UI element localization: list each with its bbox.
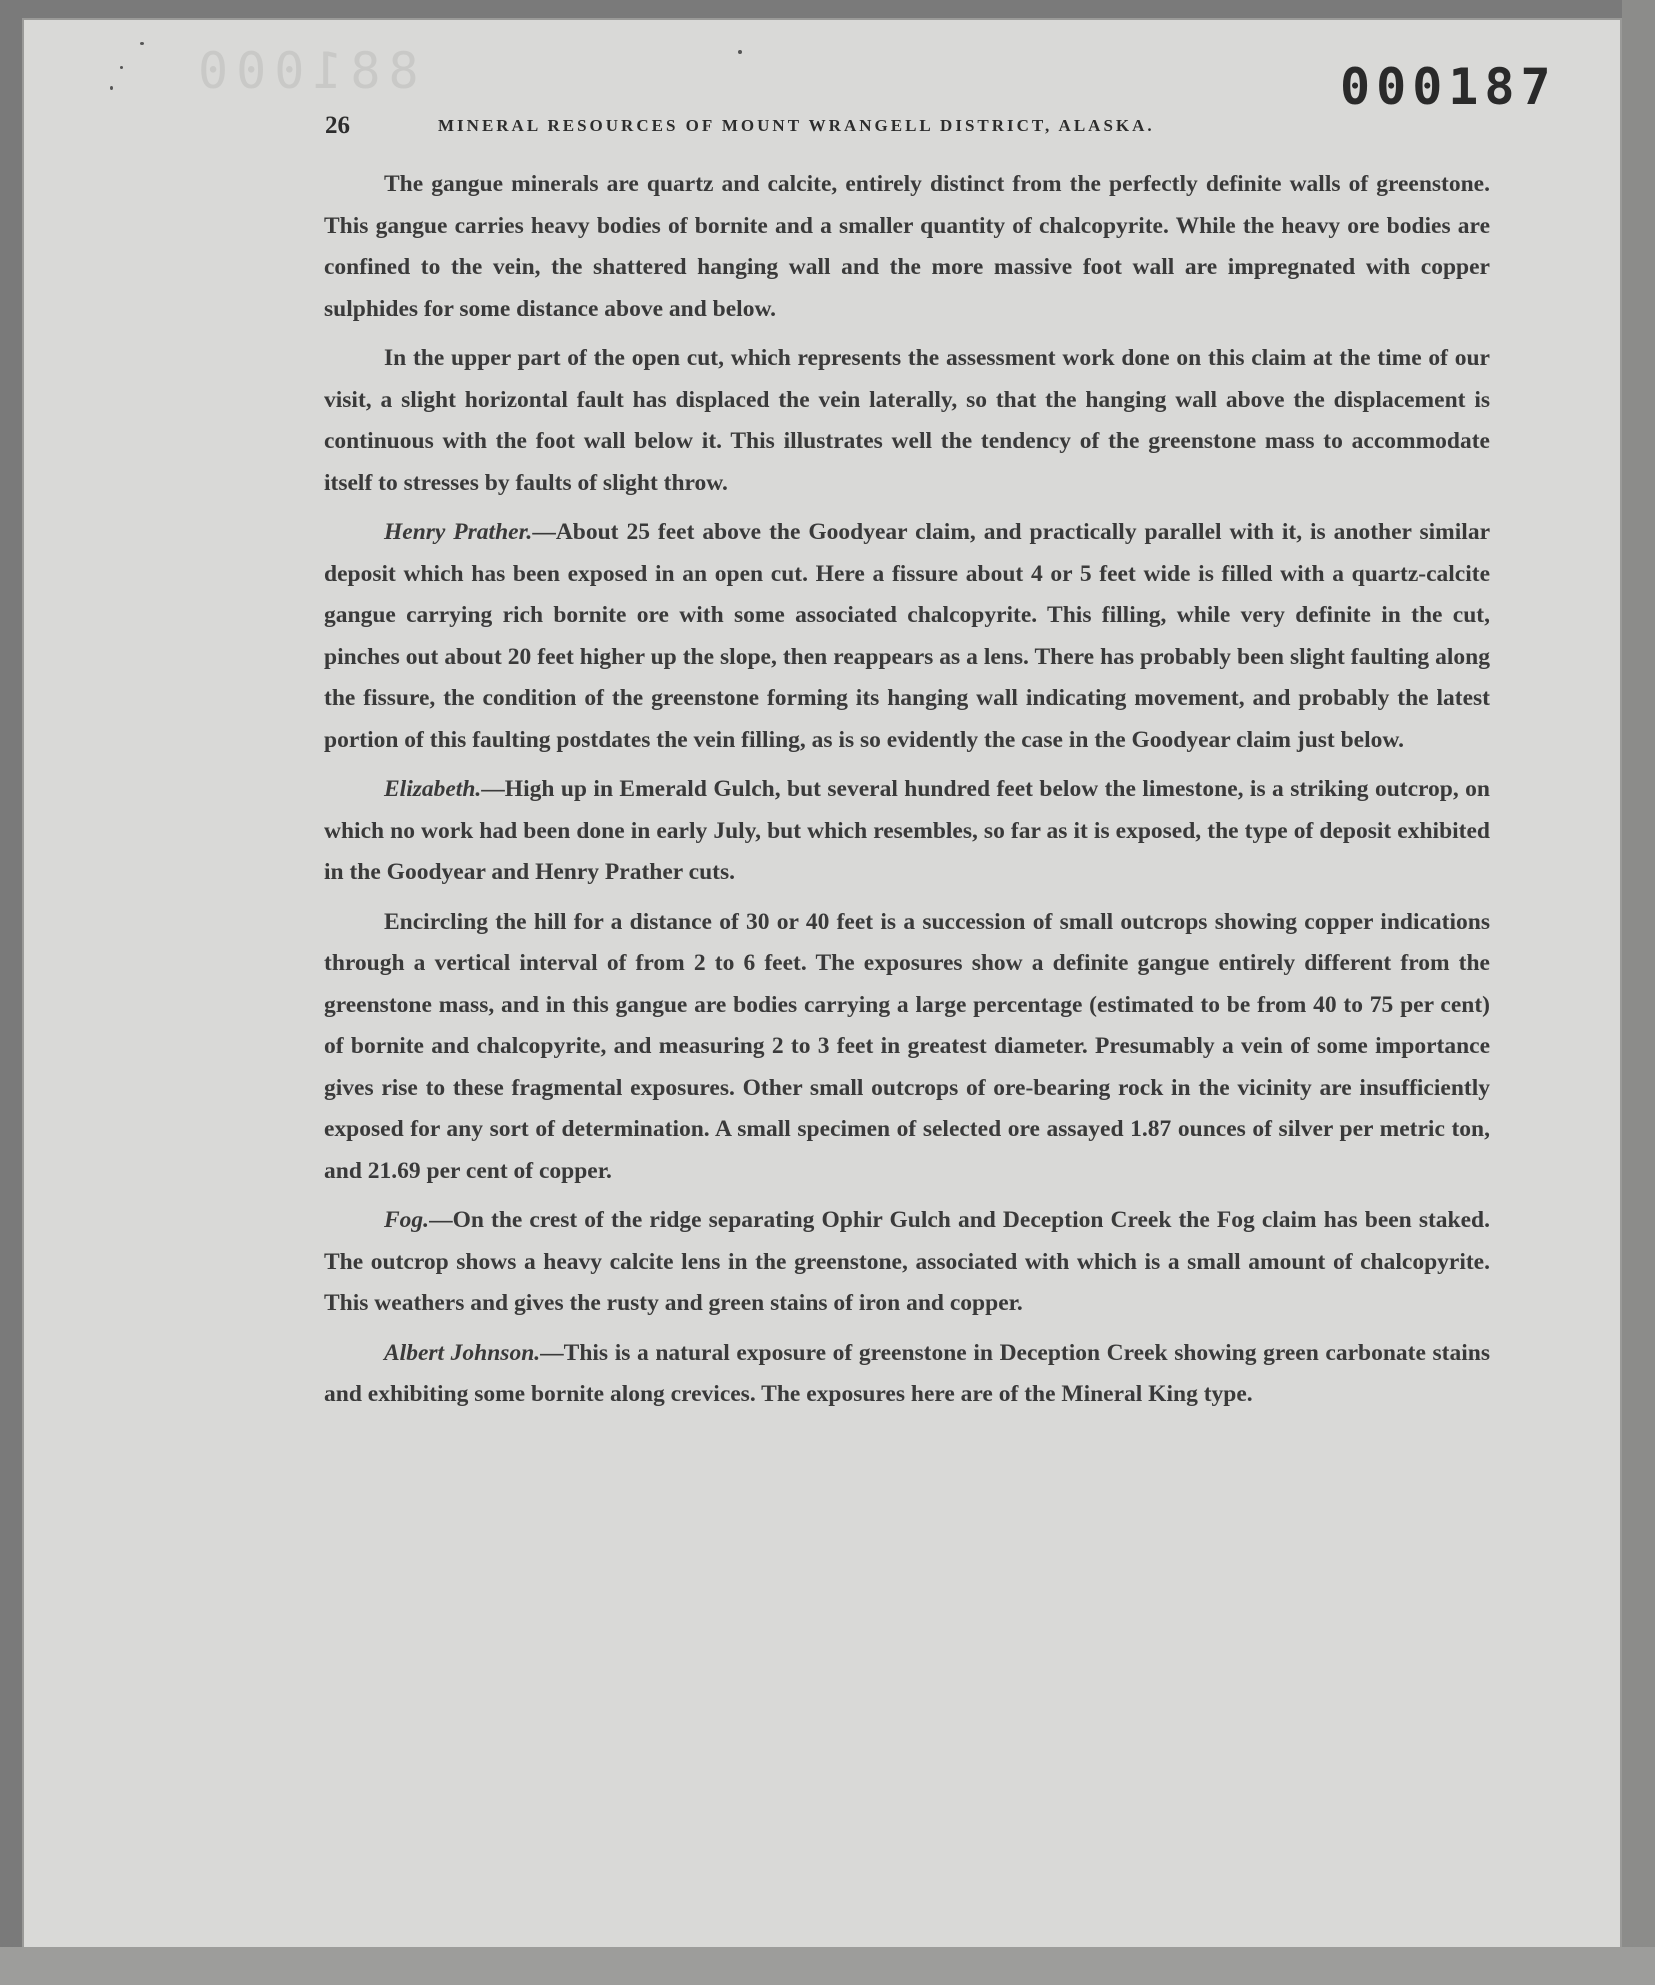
paragraph (324, 902, 1490, 1193)
paragraph (324, 1333, 1490, 1416)
ink-speck (738, 50, 742, 54)
body-text (324, 164, 1490, 1424)
paragraph (324, 1200, 1490, 1325)
paragraph-text: —On the crest of the ridge separating Ophir Gulch and Deception Creek the Fog claim has been staked. The outcrop shows a heavy calcite lens in the greenstone, associated with which is a small amount of chalcopyrite. This weathers and gives the rusty and green stains of iron and copper. (324, 1207, 1490, 1316)
ink-speck (110, 86, 113, 90)
document-number-stamp: 000187 (1340, 58, 1557, 116)
paragraph-heading: Henry Prather. (384, 519, 533, 545)
ink-speck (120, 66, 123, 69)
paragraph-text: In the upper part of the open cut, which represents the assessment work done on this claim at the time of our visit, a slight horizontal fault has displaced the vein laterally, so that the hanging wall above the displacement is continuous with the foot wall below it. This illustrates well the tendency of the greenstone mass to accommodate itself to stresses by faults of slight throw. (324, 345, 1490, 496)
paragraph-heading: Albert Johnson. (384, 1339, 541, 1366)
scan-edge-right (1622, 0, 1655, 1985)
paragraph-text: —This is a natural exposure of greenstone in Deception Creek showing green carbonate stains and exhibiting some bornite along crevices. The exposures here are of the Mineral King type. (324, 1339, 1490, 1407)
paragraph-text: Encircling the hill for a distance of 30 or 40 feet is a succession of small outcrops showing copper indications through a vertical interval of from 2 to 6 feet. The exposures show a definite gangue entirely different from the greenstone mass, and in this gangue are bodies carrying a large percentage (estimated to be from 40 to 75 per cent) of bornite and chalcopyrite, and measuring 2 to 3 feet in greatest diameter. Presumably a vein of some importance gives rise to these fragmental exposures. Other small outcrops of ore-bearing rock in the vicinity are insufficiently exposed for any sort of determination. A small specimen of selected ore assayed 1.87 ounces of silver per metric ton, and 21.69 per cent of copper. (324, 908, 1490, 1184)
paragraph (324, 338, 1490, 504)
scan-edge-bottom (0, 1947, 1655, 1985)
ink-speck (140, 42, 144, 45)
bleed-through-stamp: 881000 (190, 42, 419, 100)
paragraph (324, 769, 1490, 894)
paragraph-text: —High up in Emerald Gulch, but several hundred feet below the limestone, is a striking outcrop, on which no work had been done in early July, but which resembles, so far as it is exposed, the type of deposit exhibited in the Goodyear and Henry Prather cuts. (324, 776, 1490, 885)
page-number: 26 (325, 112, 350, 139)
paragraph (324, 512, 1490, 761)
paragraph-text: —About 25 feet above the Goodyear claim, and practically parallel with it, is another similar deposit which has been exposed in an open cut. Here a fissure about 4 or 5 feet wide is filled with a quartz-calcite gangue carrying rich bornite ore with some associated chalcopyrite. This filling, while very definite in the cut, pinches out about 20 feet higher up the slope, then reappears as a lens. There has probably been slight faulting along the fissure, the condition of the greenstone forming its hanging wall indicating movement, and probably the latest portion of this faulting postdates the vein filling, as is so evidently the case in the Goodyear claim just below. (324, 519, 1490, 753)
running-head: MINERAL RESOURCES OF MOUNT WRANGELL DISTRICT, ALASKA. (438, 116, 1155, 135)
paragraph-text: The gangue minerals are quartz and calcite, entirely distinct from the perfectly definite walls of greenstone. This gangue carries heavy bodies of bornite and a smaller quantity of chalcopyrite. While the heavy ore bodies are confined to the vein, the shattered hanging wall and the more massive foot wall are impregnated with copper sulphides for some distance above and below. (324, 171, 1490, 322)
paragraph (324, 164, 1490, 330)
paragraph-heading: Elizabeth. (384, 776, 482, 802)
paragraph-heading: Fog. (384, 1207, 430, 1233)
